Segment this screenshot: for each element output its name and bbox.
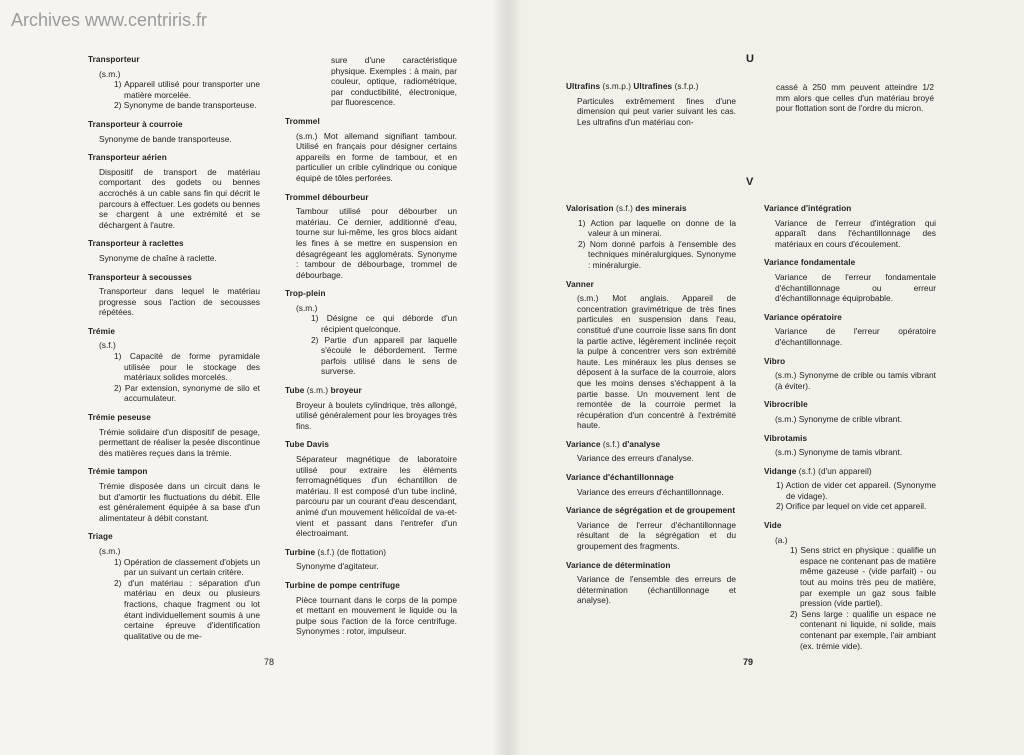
- definition: Broyeur à boulets cylindrique, très allongé, utilisé généralement pour les broyages très fins.: [296, 399, 457, 431]
- term-word: Turbine: [285, 547, 316, 557]
- term: Variance opératoire: [764, 312, 842, 322]
- definition: Pièce tournant dans le corps de la pompe et mettant en mouvement le liquide ou la pulpe sous l'action de la force centrifuge. Synonymes : rotor, impulseur.: [296, 594, 457, 637]
- part-of-speech: (s.f.) (de flottation): [317, 547, 387, 557]
- definition: Trémie solidaire d'un dispositif de pesage, permettant de réaliser la pesée discontinue des matières reçues dans la trémie.: [99, 426, 260, 458]
- term-word: Valorisation: [566, 204, 614, 213]
- term: Tube Davis: [285, 440, 330, 450]
- entry-valorisation: [566, 204, 736, 271]
- page-number-left: 78: [264, 657, 275, 667]
- definition: Variance de l'erreur opératoire d'échantillonnage.: [775, 326, 936, 347]
- term: Triage: [88, 532, 113, 542]
- definition: (s.m.) Synonyme de crible vibrant.: [775, 413, 903, 424]
- section-letter-u: U: [746, 53, 754, 65]
- ultrafins-column-1: [566, 82, 736, 127]
- entry-transporteur: [88, 55, 260, 111]
- entry-variance-operatoire: [764, 313, 936, 348]
- term-word: Vidange: [764, 466, 797, 476]
- entry-tremie-peseuse: [88, 413, 260, 458]
- entry-triage: [88, 532, 260, 641]
- entry-tube-broyeur: [285, 386, 457, 431]
- definition-2: 2) Synonyme de bande transporteuse.: [114, 100, 257, 111]
- book-gutter: [492, 0, 522, 755]
- term: Variance fondamentale: [764, 258, 856, 268]
- definition: (s.m.) Mot allemand signifiant tambour. Utilisé en français pour désigner certains appareils en forme de tambour, et en particulier un crible cylindrique ou conique équipé de tôles perforées.: [296, 130, 457, 183]
- definition-2: 2) Sens large : qualifie un espace ne contenant ni liquide, ni solide, mais contenant par exemple, l'air ambiant (ex. trémie vide).: [790, 608, 936, 651]
- part-of-speech: (s.f.) (d'un appareil): [798, 466, 872, 476]
- entry-vidange: [764, 467, 936, 512]
- term: [566, 440, 736, 451]
- definition: (s.m.) Synonyme de crible ou tamis vibrant (à éviter).: [775, 370, 936, 391]
- entry-vibrotamis: [764, 434, 936, 458]
- term: [764, 467, 936, 478]
- term: Vibrocrible: [764, 400, 808, 410]
- term: Vide: [764, 521, 782, 531]
- entry-variance-integration: [764, 204, 936, 249]
- entry-variance-determination: [566, 561, 736, 606]
- term: Transporteur: [88, 55, 140, 64]
- part-of-speech: (s.f.): [616, 204, 633, 213]
- watermark: Archives www.centriris.fr: [11, 10, 208, 30]
- part-of-speech: (s.f.): [99, 340, 116, 351]
- entry-variance-segregation: [566, 506, 736, 551]
- entry-transporteur-aerien: [88, 153, 260, 230]
- definition: Synonyme de chaîne à raclette.: [99, 252, 217, 263]
- term: Vanner: [566, 279, 594, 289]
- term: Transporteur à raclettes: [88, 239, 184, 249]
- entry-tremie-tampon: [88, 467, 260, 523]
- term: Transporteur aérien: [88, 153, 167, 163]
- entry-trommel: [285, 117, 457, 184]
- entry-turbine: [285, 548, 457, 572]
- definition: Variance de l'erreur fondamentale d'échantillonnage ou erreur d'échantillonnage équiprobable.: [775, 271, 936, 304]
- right-column-1: [566, 204, 736, 615]
- term: Variance d'intégration: [764, 204, 852, 213]
- part-of-speech: (s.m.): [99, 545, 121, 556]
- definition: Trémie disposée dans un circuit dans le but d'amortir les fluctuations du débit. Elle est généralement équipée à sa base d'un alimentateur à débit constant.: [99, 481, 260, 523]
- definition-2: 2) Par extension, synonyme de silo et accumulateur.: [114, 382, 260, 404]
- definition-1: 1) Opération de classement d'objets un par un suivant un certain critère.: [114, 556, 260, 578]
- entry-variance-analyse: [566, 440, 736, 464]
- entry-transporteur-raclettes: [88, 239, 260, 263]
- entry-transporteur-courroie: [88, 120, 260, 144]
- definition-1: 1) Capacité de forme pyramidale utilisée pour le stockage des matériaux solides morcelés.: [114, 351, 260, 383]
- definition-1: 1) Sens strict en physique : qualifie un espace ne contenant pas de matière même gazeuse - (vide parfait) - ou tout au moins très peu de matière, par exemple un gaz sous faible pression (vide partiel).: [790, 545, 936, 609]
- left-column-2: [285, 55, 457, 646]
- term: Trémie tampon: [88, 467, 148, 477]
- part-of-speech-2: (s.f.p.): [674, 82, 699, 91]
- section-letter-v: V: [746, 176, 754, 188]
- term: [566, 204, 736, 215]
- term: Variance d'échantillonnage: [566, 473, 674, 483]
- entry-trop-plein: [285, 289, 457, 377]
- term-word: Tube: [285, 386, 305, 396]
- definition-2: 2) Partie d'un appareil par laquelle s'écoule le débordement. Terme parfois utilisé dans le sens de surverse.: [311, 334, 457, 377]
- term: Trommel: [285, 116, 320, 126]
- entry-vibrocrible: [764, 400, 936, 424]
- entry-vanner: [566, 280, 736, 431]
- definition: Variance de l'erreur d'intégration qui apparaît dans l'échantillonnage des matériaux en cours d'écoulement.: [775, 217, 936, 249]
- entry-transporteur-secousses: [88, 273, 260, 318]
- term: Trommel débourbeur: [285, 192, 369, 202]
- definition: Variance des erreurs d'analyse.: [577, 453, 694, 464]
- entry-triage-continued: [285, 55, 457, 108]
- part-of-speech: (s.m.p.): [602, 82, 632, 91]
- entry-vibro: [764, 357, 936, 392]
- definition-2: 2) Nom donné parfois à l'ensemble des techniques minéralurgiques. Synonyme : minéralurgie.: [578, 238, 736, 270]
- part-of-speech: (a.): [775, 534, 788, 545]
- term: Trémie peseuse: [88, 413, 151, 423]
- definition: Variance de l'ensemble des erreurs de détermination (échantillonnage et analyse).: [577, 574, 736, 606]
- term-word-2: broyeur: [330, 386, 362, 396]
- term: [285, 548, 457, 559]
- entry-tube-davis: [285, 440, 457, 538]
- term: [566, 82, 736, 93]
- definition: Variance des erreurs d'échantillonnage.: [577, 486, 724, 497]
- page-number-right: 79: [743, 657, 754, 667]
- definition-2: 2) Orifice par lequel on vide cet appareil.: [776, 501, 927, 512]
- entry-trommel-debourbeur: [285, 193, 457, 281]
- ultrafins-column-2: [764, 82, 934, 114]
- term: Turbine de pompe centrifuge: [285, 580, 400, 590]
- term-word-2: des minerais: [635, 204, 687, 213]
- part-of-speech: (s.m.): [99, 68, 121, 79]
- definition-1: 1) Appareil utilisé pour transporter une matière morcelée.: [114, 79, 260, 100]
- entry-vide: [764, 521, 936, 651]
- definition-2: 2) d'un matériau : séparation d'un matériau en deux ou plusieurs fractions, chaque fragment ou lot étant individuellement soumis à une certaine épreuve d'identification qualitative ou de me-: [114, 577, 260, 641]
- definition: Synonyme d'agitateur.: [296, 561, 379, 572]
- entry-variance-echantillonnage: [566, 473, 736, 497]
- term: Transporteur à courroie: [88, 119, 183, 129]
- term-word-2: Ultrafines: [633, 82, 673, 91]
- term: Vibro: [764, 356, 786, 366]
- entry-turbine-pompe: [285, 581, 457, 637]
- left-column-1: [88, 55, 260, 650]
- definition-1: 1) Désigne ce qui déborde d'un récipient quelconque.: [311, 313, 457, 335]
- continued-text: cassé à 250 mm peuvent atteindre 1/2 mm alors que celles d'un matériau broyé pour flottation sont de l'ordre du micron.: [776, 82, 934, 114]
- right-column-2: [764, 204, 936, 660]
- term: Vibrotamis: [764, 433, 808, 443]
- part-of-speech: (s.m.): [306, 386, 329, 396]
- term: Trémie: [88, 326, 115, 336]
- term-word: Ultrafins: [566, 82, 601, 91]
- term-word-2: d'analyse: [622, 439, 661, 449]
- definition: Séparateur magnétique de laboratoire utilisé pour extraire les éléments ferromagnétiques d'un échantillon de matériau. Il est composé d'un tube incliné, parcouru par un courant d'eau descendant, animé d'un mouvement hélicoïdal de va-et-vient et passant dans l'entrefer d'un électroaimant.: [296, 454, 457, 539]
- continued-text: sure d'une caractéristique physique. Exemples : à main, par couleur, optique, radiométrique, par conductibilité, électronique, par fluorescence.: [331, 55, 457, 108]
- part-of-speech: (s.m.): [296, 302, 318, 313]
- definition: Dispositif de transport de matériau comportant des godets ou bennes accrochés à un cable sans fin qui décrit le parcours à effectuer. Les godets ou bennes se chargent à une extrémité et se déchargent à l'autre.: [99, 166, 260, 230]
- entry-variance-fondamentale: [764, 258, 936, 303]
- definition: Variance de l'erreur d'échantillonnage résultant de la ségrégation et du groupement des fragments.: [577, 519, 736, 552]
- definition-1: 1) Action par laquelle on donne de la valeur à un minerai.: [578, 217, 736, 239]
- term: Transporteur à secousses: [88, 272, 192, 282]
- definition-1: 1) Action de vider cet appareil. (Synonyme de vidage).: [776, 480, 936, 501]
- definition: Particules extrêmement fines d'une dimension qui peut varier suivant les cas. Les ultrafins d'un matériau con-: [577, 95, 736, 127]
- entry-tremie: [88, 327, 260, 404]
- term: Trop-plein: [285, 289, 326, 299]
- term: [285, 386, 457, 397]
- term: Variance de ségrégation et de groupement: [566, 506, 736, 516]
- definition: (s.m.) Mot anglais. Appareil de concentration gravimétrique de très fines particules en suspension dans l'eau, constitué d'une courroie lisse sans fin dont la partie active, légèrement inclinée reçoit la pulpe à concentrer vers son extrémité haute. Les minéraux les plus denses se déposent à la surface de la courroie, alors que les moins denses s'échappent à la partie basse. Un mouvement lent de remontée de la courroie permet la récupération d'un concentré à l'extrémité haute.: [577, 293, 736, 431]
- part-of-speech: (s.f.): [602, 439, 620, 449]
- definition: Tambour utilisé pour débourber un matériau. Ce dernier, additionné d'eau, tourne sur lui-même, les gros blocs aidant les fines à se mettre en suspension en désagrégeant les agglomérats. Synonyme : tambour de débourbage, trommel de débourbage.: [296, 206, 457, 280]
- definition: Transporteur dans lequel le matériau progresse sous l'action de secousses répétées.: [99, 286, 260, 318]
- definition: (s.m.) Synonyme de tamis vibrant.: [775, 447, 903, 458]
- term-word: Variance: [566, 439, 601, 449]
- definition: Synonyme de bande transporteuse.: [99, 133, 232, 144]
- term: Variance de détermination: [566, 560, 671, 570]
